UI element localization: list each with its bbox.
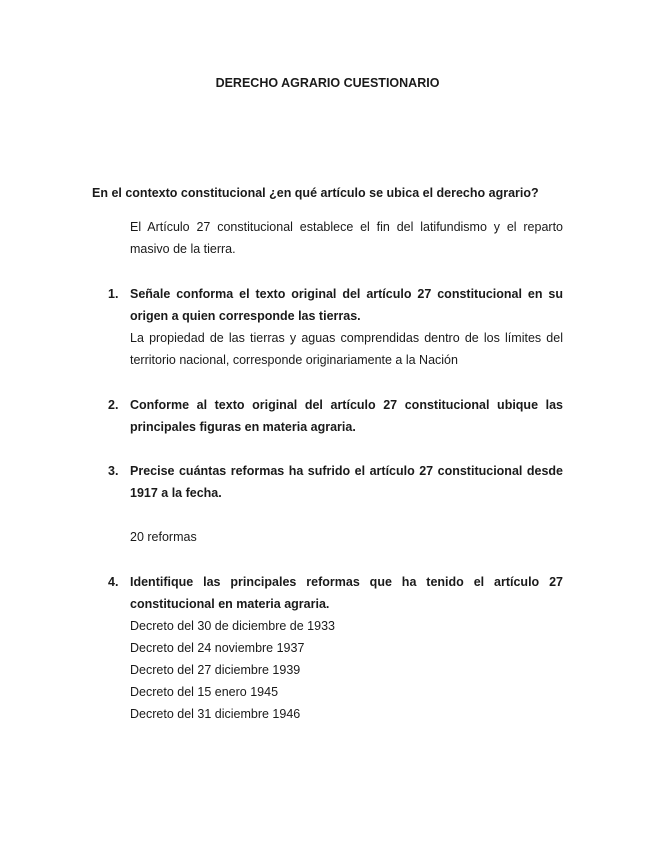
answer-text: La propiedad de las tierras y aguas comprendidas dentro de los límites del territorio nacional, corresponde originariamente a la Nación [130, 331, 563, 367]
answer-3 [108, 526, 563, 548]
question-text: Identifique las principales reformas que ha tenido el artículo 27 constitucional en materia agraria. [130, 575, 563, 611]
question-3 [108, 460, 563, 504]
question-4 [108, 571, 563, 725]
question-number: 1. [108, 287, 119, 301]
list-item: Decreto del 15 enero 1945 [130, 685, 279, 699]
answer-list [130, 615, 563, 725]
list-item: Decreto del 27 diciembre 1939 [130, 663, 301, 677]
question-1 [108, 283, 563, 371]
question-text: Señale conforma el texto original del artículo 27 constitucional en su origen a quien corresponde las tierras. [130, 287, 563, 323]
question-number: 3. [108, 464, 119, 478]
answer-text: 20 reformas [130, 530, 197, 544]
list-item: Decreto del 24 noviembre 1937 [130, 641, 305, 655]
question-text: Conforme al texto original del artículo 27 constitucional ubique las principales figuras en materia agraria. [130, 398, 563, 434]
document-title: DERECHO AGRARIO CUESTIONARIO [215, 76, 440, 90]
question-number: 4. [108, 575, 119, 589]
list-item: Decreto del 30 de diciembre de 1933 [130, 619, 335, 633]
question-text: Precise cuántas reformas ha sufrido el artículo 27 constitucional desde 1917 a la fecha. [130, 464, 563, 500]
list-item: Decreto del 31 diciembre 1946 [130, 707, 301, 721]
intro-answer: El Artículo 27 constitucional establece el fin del latifundismo y el reparto masivo de la tierra. [130, 220, 563, 256]
intro-question: En el contexto constitucional ¿en qué artículo se ubica el derecho agrario? [92, 186, 539, 200]
question-2 [108, 394, 563, 438]
question-number: 2. [108, 398, 119, 412]
